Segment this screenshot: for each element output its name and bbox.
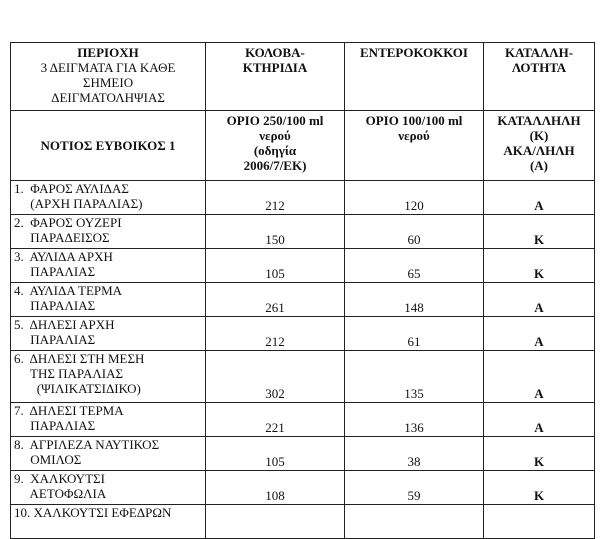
table-row bbox=[11, 437, 595, 471]
suitability-grade bbox=[484, 505, 595, 539]
sampling-location bbox=[11, 283, 206, 317]
enterococci-value: 120 bbox=[345, 181, 484, 215]
sampling-location bbox=[11, 181, 206, 215]
header-area-line: ΔΕΙΓΜΑΤΟΛΗΨΙΑΣ bbox=[51, 90, 165, 105]
enterococci-limit-line: νερού bbox=[398, 128, 430, 143]
coliform-value: 221 bbox=[206, 403, 345, 437]
sampling-location-line: 5. ΔΗΛΕΣΙ ΑΡΧΗ bbox=[14, 317, 115, 332]
suitability-grade: Κ bbox=[484, 215, 595, 249]
sampling-location-line: ΠΑΡΑΔΕΙΣΟΣ bbox=[14, 230, 110, 245]
coliform-limit-line: (οδηγία bbox=[253, 143, 297, 158]
table-row bbox=[11, 471, 595, 505]
coliform-limit-line: νερού bbox=[259, 128, 291, 143]
suitability-grade: Κ bbox=[484, 437, 595, 471]
enterococci-value: 61 bbox=[345, 317, 484, 351]
coliform-value: 302 bbox=[206, 351, 345, 403]
coliform-limit bbox=[206, 111, 345, 181]
header-area bbox=[11, 43, 206, 111]
table-row bbox=[11, 181, 595, 215]
sampling-location bbox=[11, 505, 206, 539]
header-area-line: 3 ΔΕΙΓΜΑΤΑ ΓΙΑ ΚΑΘΕ bbox=[40, 60, 176, 75]
suitability-legend-line: ΚΑΤΑΛΛΗΛΗ bbox=[497, 113, 581, 128]
suitability-grade: Α bbox=[484, 351, 595, 403]
coliform-value bbox=[206, 505, 345, 539]
header-area-line: ΠΕΡΙΟΧΗ bbox=[77, 45, 139, 60]
sampling-location-line: 8. ΑΓΡΙΛΕΖΑ ΝΑΥΤΙΚΟΣ bbox=[14, 437, 160, 452]
enterococci-value: 136 bbox=[345, 403, 484, 437]
header-suitability-line: ΚΑΤΑΛΛΗ- bbox=[504, 45, 574, 60]
suitability-grade: Κ bbox=[484, 249, 595, 283]
table-row bbox=[11, 317, 595, 351]
sampling-location-line: 9. ΧΑΛΚΟΥΤΣΙ bbox=[14, 471, 105, 486]
sampling-location bbox=[11, 403, 206, 437]
enterococci-value: 135 bbox=[345, 351, 484, 403]
enterococci-value bbox=[345, 505, 484, 539]
coliform-limit-line: 2006/7/ΕΚ) bbox=[243, 158, 307, 173]
sampling-location-line: 2. ΦΑΡΟΣ ΟΥΖΕΡΙ bbox=[14, 215, 122, 230]
table-row bbox=[11, 403, 595, 437]
sampling-location bbox=[11, 215, 206, 249]
coliform-value: 105 bbox=[206, 437, 345, 471]
header-enterococci-line: ΕΝΤΕΡΟΚΟΚΚΟΙ bbox=[360, 45, 468, 60]
coliform-value: 212 bbox=[206, 317, 345, 351]
sampling-location bbox=[11, 471, 206, 505]
sampling-location bbox=[11, 351, 206, 403]
enterococci-limit-line: ΟΡΙΟ 100/100 ml bbox=[365, 113, 463, 128]
enterococci-limit bbox=[345, 111, 484, 181]
sampling-location-line: (ΑΡΧΗ ΠΑΡΑΛΙΑΣ) bbox=[14, 196, 143, 211]
sampling-location-line: ΠΑΡΑΛΙΑΣ bbox=[14, 298, 96, 313]
header-coliform bbox=[206, 43, 345, 111]
table-header-row bbox=[11, 43, 595, 111]
table-subheader-row bbox=[11, 111, 595, 181]
table-row bbox=[11, 505, 595, 539]
water-quality-document bbox=[10, 42, 594, 539]
suitability-legend bbox=[484, 111, 595, 181]
sampling-location-line: 10. ΧΑΛΚΟΥΤΣΙ ΕΦΕΔΡΩΝ bbox=[14, 505, 172, 520]
enterococci-value: 60 bbox=[345, 215, 484, 249]
sampling-location bbox=[11, 317, 206, 351]
sampling-location-line: ΟΜΙΛΟΣ bbox=[14, 452, 82, 467]
suitability-grade: Α bbox=[484, 283, 595, 317]
enterococci-value: 59 bbox=[345, 471, 484, 505]
enterococci-value: 38 bbox=[345, 437, 484, 471]
enterococci-value: 65 bbox=[345, 249, 484, 283]
suitability-grade: Α bbox=[484, 317, 595, 351]
sampling-location bbox=[11, 437, 206, 471]
table-row bbox=[11, 283, 595, 317]
coliform-value: 212 bbox=[206, 181, 345, 215]
enterococci-value: 148 bbox=[345, 283, 484, 317]
suitability-grade: Α bbox=[484, 181, 595, 215]
sampling-location-line: ΠΑΡΑΛΙΑΣ bbox=[14, 264, 96, 279]
sampling-location-line: ΑΕΤΟΦΩΛΙΑ bbox=[14, 486, 107, 501]
table-row bbox=[11, 249, 595, 283]
sampling-location-line: ΤΗΣ ΠΑΡΑΛΙΑΣ bbox=[14, 366, 124, 381]
suitability-legend-line: (Α) bbox=[529, 158, 549, 173]
coliform-value: 108 bbox=[206, 471, 345, 505]
sampling-location-line: 7. ΔΗΛΕΣΙ ΤΕΡΜΑ bbox=[14, 403, 124, 418]
header-area-line: ΣΗΜΕΙΟ bbox=[82, 75, 134, 90]
coliform-limit-line: ΟΡΙΟ 250/100 ml bbox=[226, 113, 324, 128]
sampling-location-line: ΠΑΡΑΛΙΑΣ bbox=[14, 332, 96, 347]
coliform-value: 150 bbox=[206, 215, 345, 249]
header-coliform-line: ΚΤΗΡΙΔΙΑ bbox=[242, 60, 308, 75]
coliform-value: 261 bbox=[206, 283, 345, 317]
sampling-location-line: 4. ΑΥΛΙΔΑ ΤΕΡΜΑ bbox=[14, 283, 123, 298]
sampling-location-line: 6. ΔΗΛΕΣΙ ΣΤΗ ΜΕΣΗ bbox=[14, 351, 145, 366]
table-row bbox=[11, 215, 595, 249]
suitability-grade: Α bbox=[484, 403, 595, 437]
sampling-location-line: (ΨΙΛΙΚΑΤΣΙΔΙΚΟ) bbox=[14, 381, 141, 396]
header-enterococci bbox=[345, 43, 484, 111]
header-suitability bbox=[484, 43, 595, 111]
suitability-legend-line: (Κ) bbox=[529, 128, 549, 143]
sampling-location-line: ΠΑΡΑΛΙΑΣ bbox=[14, 418, 96, 433]
region-name: ΝΟΤΙΟΣ ΕΥΒΟΙΚΟΣ 1 bbox=[11, 111, 206, 181]
header-coliform-line: ΚΟΛΟΒΑ- bbox=[245, 45, 305, 60]
header-suitability-line: ΛΟΤΗΤΑ bbox=[511, 60, 567, 75]
sampling-location bbox=[11, 249, 206, 283]
coliform-value: 105 bbox=[206, 249, 345, 283]
sampling-location-line: 3. ΑΥΛΙΔΑ ΑΡΧΗ bbox=[14, 249, 113, 264]
water-quality-table bbox=[10, 42, 595, 539]
suitability-legend-line: ΑΚΑ/ΛΗΛΗ bbox=[503, 143, 575, 158]
sampling-location-line: 1. ΦΑΡΟΣ ΑΥΛΙΔΑΣ bbox=[14, 181, 129, 196]
table-row bbox=[11, 351, 595, 403]
suitability-grade: Κ bbox=[484, 471, 595, 505]
